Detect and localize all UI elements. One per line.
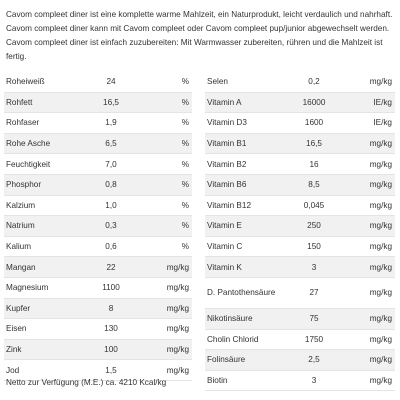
nutrient-name: D. Pantothensäure — [205, 277, 285, 308]
nutrient-name: Magnesium — [4, 277, 82, 298]
nutrient-name: Vitamin K — [205, 257, 285, 278]
table-row — [205, 329, 395, 350]
nutrient-value: 24 — [82, 72, 140, 92]
nutrient-name: Rohe Asche — [4, 133, 82, 154]
nutrient-value: 16,5 — [82, 92, 140, 113]
nutrient-unit: % — [140, 72, 192, 92]
table-row — [205, 154, 395, 175]
table-row — [4, 195, 192, 216]
nutrient-value: 1600 — [285, 113, 343, 134]
nutrient-name: Phosphor — [4, 174, 82, 195]
nutrient-name: Jod — [4, 360, 82, 381]
table-row — [4, 298, 192, 319]
nutrient-unit: mg/kg — [343, 329, 395, 350]
nutrient-unit: IE/kg — [343, 113, 395, 134]
nutrient-value: 0,8 — [82, 174, 140, 195]
table-row — [205, 350, 395, 371]
nutrient-unit: IE/kg — [343, 92, 395, 113]
nutrient-value: 16 — [285, 154, 343, 175]
table-row — [205, 277, 395, 308]
table-row — [205, 92, 395, 113]
nutrient-value: 75 — [285, 308, 343, 329]
nutrient-value: 22 — [82, 257, 140, 278]
nutrient-value: 27 — [285, 277, 343, 308]
table-row — [4, 72, 192, 92]
nutrient-value: 1,9 — [82, 113, 140, 134]
nutrient-unit: % — [140, 216, 192, 237]
nutrient-name: Vitamin A — [205, 92, 285, 113]
nutrient-unit: mg/kg — [343, 216, 395, 237]
nutrient-unit: mg/kg — [343, 72, 395, 92]
nutrient-name: Rohfett — [4, 92, 82, 113]
nutrient-name: Nikotinsäure — [205, 308, 285, 329]
nutrient-value: 6,5 — [82, 133, 140, 154]
table-row — [205, 195, 395, 216]
nutrient-value: 3 — [285, 370, 343, 391]
table-row — [4, 319, 192, 340]
table-row — [4, 154, 192, 175]
nutrient-unit: mg/kg — [343, 370, 395, 391]
nutrient-value: 2,5 — [285, 350, 343, 371]
nutrient-name: Selen — [205, 72, 285, 92]
nutrient-value: 0,6 — [82, 236, 140, 257]
nutrient-name: Cholin Chlorid — [205, 329, 285, 350]
nutrient-value: 1750 — [285, 329, 343, 350]
nutrient-value: 0,2 — [285, 72, 343, 92]
table-row — [205, 257, 395, 278]
nutrient-name: Kalzium — [4, 195, 82, 216]
nutrient-name: Vitamin B1 — [205, 133, 285, 154]
table-row — [4, 339, 192, 360]
table-row — [205, 72, 395, 92]
table-row — [205, 113, 395, 134]
table-row — [4, 277, 192, 298]
table-row — [205, 174, 395, 195]
nutrient-value: 16000 — [285, 92, 343, 113]
table-row — [205, 216, 395, 237]
nutrient-name: Vitamin B2 — [205, 154, 285, 175]
nutrient-name: Vitamin D3 — [205, 113, 285, 134]
nutrient-unit: mg/kg — [140, 339, 192, 360]
table-row — [4, 113, 192, 134]
nutrient-value: 130 — [82, 319, 140, 340]
nutrient-value: 250 — [285, 216, 343, 237]
nutrient-unit: mg/kg — [343, 308, 395, 329]
nutrient-unit: mg/kg — [140, 298, 192, 319]
table-row — [4, 174, 192, 195]
table-row — [4, 133, 192, 154]
nutrient-table-left — [4, 72, 192, 381]
nutrient-name: Vitamin B12 — [205, 195, 285, 216]
nutrient-name: Kalium — [4, 236, 82, 257]
energy-note: Netto zur Verfügung (M.E.) ca. 4210 Kcal/kg — [6, 378, 167, 387]
nutrient-value: 0,045 — [285, 195, 343, 216]
nutrient-unit: % — [140, 174, 192, 195]
nutrient-unit: mg/kg — [343, 195, 395, 216]
nutrient-unit: % — [140, 92, 192, 113]
nutrient-name: Eisen — [4, 319, 82, 340]
nutrient-value: 150 — [285, 236, 343, 257]
nutrient-unit: % — [140, 133, 192, 154]
product-description: Cavom compleet diner ist eine komplette warme Mahlzeit, ein Naturprodukt, leicht verdaulich und nahrhaft. Cavom compleet diner kann mit Cavom compleet oder Cavom compleet pup/junior abgewechselt werden. Cavom compleet diner ist einfach zuzubereiten: Mit Warmwasser zubereiten, rühren und die Mahlzeit ist fertig. — [6, 10, 393, 61]
nutrient-value: 16,5 — [285, 133, 343, 154]
nutrient-value: 8 — [82, 298, 140, 319]
table-row — [4, 92, 192, 113]
table-row — [205, 133, 395, 154]
nutrient-unit: mg/kg — [343, 174, 395, 195]
nutrient-unit: mg/kg — [343, 350, 395, 371]
nutrient-name: Feuchtigkeit — [4, 154, 82, 175]
nutrient-value: 1,5 — [82, 360, 140, 381]
table-row — [4, 257, 192, 278]
nutrient-name: Vitamin E — [205, 216, 285, 237]
nutrient-unit: mg/kg — [343, 257, 395, 278]
nutrient-unit: mg/kg — [140, 319, 192, 340]
nutrient-name: Folinsäure — [205, 350, 285, 371]
nutrient-name: Natrium — [4, 216, 82, 237]
table-row — [205, 370, 395, 391]
nutrient-name: Kupfer — [4, 298, 82, 319]
nutrient-value: 0,3 — [82, 216, 140, 237]
nutrient-name: Roheiweiß — [4, 72, 82, 92]
table-row — [4, 216, 192, 237]
table-row — [4, 236, 192, 257]
nutrient-value: 1,0 — [82, 195, 140, 216]
nutrient-unit: % — [140, 195, 192, 216]
nutrient-name: Zink — [4, 339, 82, 360]
table-row — [205, 236, 395, 257]
table-row — [205, 308, 395, 329]
nutrient-name: Vitamin C — [205, 236, 285, 257]
nutrient-value: 3 — [285, 257, 343, 278]
nutrient-value: 8,5 — [285, 174, 343, 195]
nutrient-unit: mg/kg — [343, 133, 395, 154]
nutrient-unit: mg/kg — [343, 154, 395, 175]
nutrient-unit: % — [140, 154, 192, 175]
nutrient-value: 100 — [82, 339, 140, 360]
nutrient-table-right — [205, 72, 395, 391]
nutrient-name: Rohfaser — [4, 113, 82, 134]
nutrient-unit: mg/kg — [140, 360, 192, 381]
nutrient-unit: mg/kg — [343, 236, 395, 257]
nutrient-unit: % — [140, 113, 192, 134]
nutrient-unit: % — [140, 236, 192, 257]
nutrient-unit: mg/kg — [343, 277, 395, 308]
nutrient-value: 1100 — [82, 277, 140, 298]
nutrient-unit: mg/kg — [140, 257, 192, 278]
nutrient-name: Biotin — [205, 370, 285, 391]
nutrient-name: Vitamin B6 — [205, 174, 285, 195]
nutrient-unit: mg/kg — [140, 277, 192, 298]
nutrient-name: Mangan — [4, 257, 82, 278]
nutrient-value: 7,0 — [82, 154, 140, 175]
